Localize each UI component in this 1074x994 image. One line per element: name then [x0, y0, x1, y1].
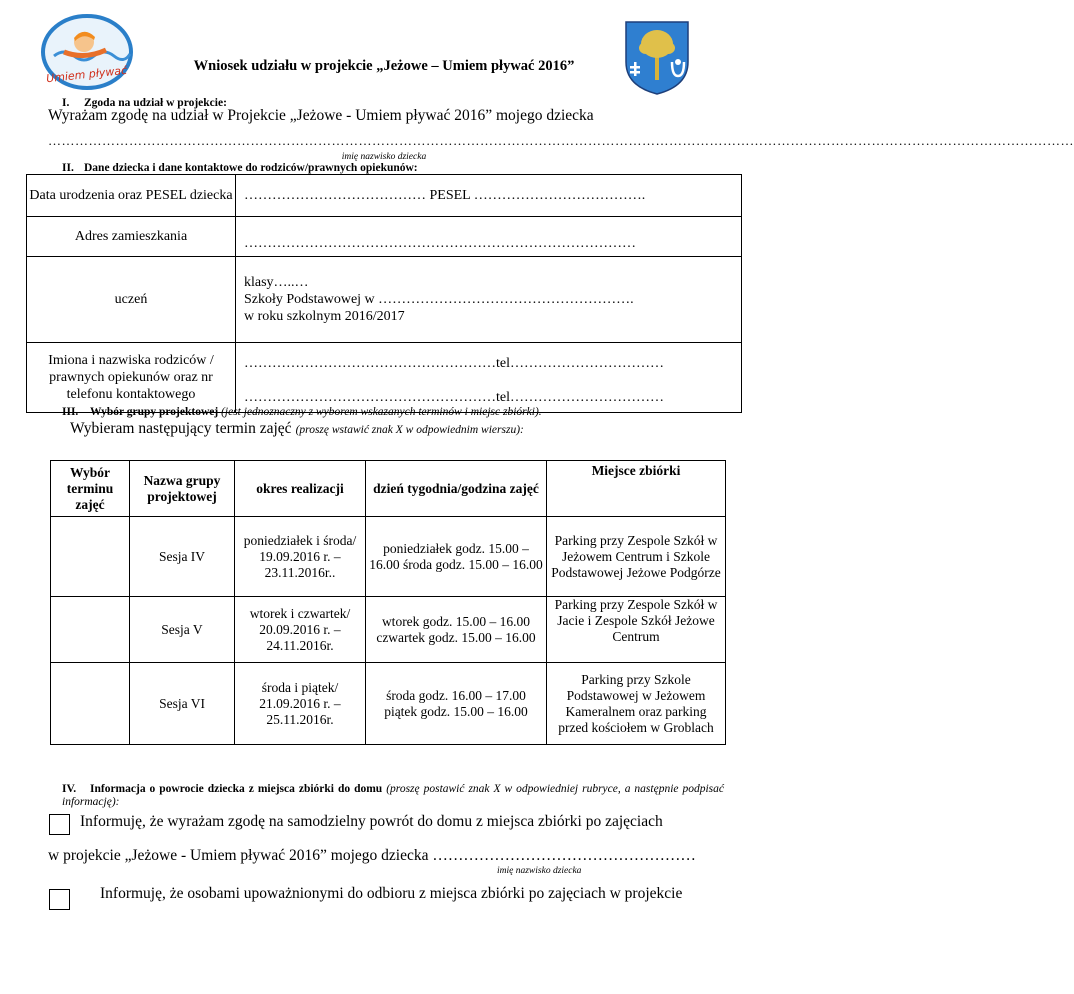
- table-row: [27, 343, 742, 413]
- session-4-place: Parking przy Zespole Szkół w Jeżowem Centrum i Szkole Podstawowej Jeżowe Podgórze: [547, 517, 726, 597]
- section-2-heading: [62, 162, 418, 174]
- choose-term-note: (proszę wstawić znak X w odpowiednim wierszu):: [295, 424, 524, 436]
- child-name-line: …………………………………………………………………………………………………………………………………………………………………………………………………………: [48, 133, 1074, 148]
- section-3-number: III.: [62, 406, 79, 418]
- section-1-title: Zgoda na udział w projekcie:: [84, 97, 227, 109]
- self-return-text: Informuję, że wyrażam zgodę na samodzielny powrót do domu z miejsca zbiórki po zajęciach: [80, 813, 663, 830]
- choose-term: [70, 420, 524, 438]
- birth-pesel-field[interactable]: ………………………………… PESEL ……………………………….: [236, 175, 742, 217]
- table-row: [27, 257, 742, 343]
- swimming-logo: [40, 12, 135, 92]
- table-row: [51, 517, 726, 597]
- parents-field[interactable]: [236, 343, 742, 413]
- parent-phone-line-1: ………………………………………………tel……………………………: [244, 355, 664, 371]
- birth-pesel-label: Data urodzenia oraz PESEL dziecka: [27, 175, 236, 217]
- class-line: klasy…..…: [244, 275, 309, 290]
- session-4-times: poniedziałek godz. 15.00 – 16.00 środa godz. 15.00 – 16.00: [366, 517, 547, 597]
- header-period: okres realizacji: [235, 461, 366, 517]
- student-label: uczeń: [27, 257, 236, 343]
- header-place: Miejsce zbiórki: [547, 461, 726, 517]
- session-6-place: Parking przy Szkole Podstawowej w Jeżowem Kameralnem oraz parking przed kościołem w Groblach: [547, 663, 726, 745]
- address-field[interactable]: …………………………………………………………………………: [236, 217, 742, 257]
- header-group: Nazwa grupy projektowej: [130, 461, 235, 517]
- section-3-title: Wybór grupy projektowej: [90, 406, 219, 418]
- session-5-period: wtorek i czwartek/ 20.09.2016 r. – 24.11.2016r.: [235, 597, 366, 663]
- section-2-title: Dane dziecka i dane kontaktowe do rodziców/prawnych opiekunów:: [84, 162, 418, 174]
- section-2-number: II.: [62, 162, 74, 174]
- choose-term-text: Wybieram następujący termin zajęć: [70, 420, 292, 437]
- session-5-times: wtorek godz. 15.00 – 16.00 czwartek godz. 15.00 – 16.00: [366, 597, 547, 663]
- header-choice: Wybór terminu zajęć: [51, 461, 130, 517]
- table-row: [51, 597, 726, 663]
- section-1-number: I.: [62, 97, 70, 109]
- section-3-note: (jest jednoznaczny z wyborem wskazanych terminów i miejsc zbiórki).: [221, 406, 542, 418]
- session-6-period: środa i piątek/ 21.09.2016 r. – 25.11.2016r.: [235, 663, 366, 745]
- section-4-heading: [62, 783, 724, 809]
- self-return-continued: w projekcie „Jeżowe - Umiem pływać 2016” mojego dziecka ……………………………………………: [48, 847, 696, 864]
- authorized-pickup-text: Informuję, że osobami upoważnionymi do odbioru z miejsca zbiórki po zajęciach w projekcie: [100, 885, 683, 902]
- self-return-caption: imię nazwisko dziecka: [497, 866, 582, 876]
- section-4-title: Informacja o powrocie dziecka z miejsca zbiórki do domu: [90, 783, 383, 795]
- parent-phone-line-2: ………………………………………………tel……………………………: [244, 389, 664, 405]
- authorized-pickup-checkbox[interactable]: [49, 889, 70, 910]
- session-5-choice-cell[interactable]: [51, 597, 130, 663]
- school-field[interactable]: [236, 257, 742, 343]
- table-header-row: [51, 461, 726, 517]
- consent-text: Wyrażam zgodę na udział w Projekcie „Jeżowe - Umiem pływać 2016” mojego dziecka: [48, 107, 594, 124]
- table-row: [27, 175, 742, 217]
- address-label: Adres zamieszkania: [27, 217, 236, 257]
- session-6-choice-cell[interactable]: [51, 663, 130, 745]
- sessions-table: [50, 460, 726, 745]
- page-title: Wniosek udziału w projekcie „Jeżowe – Umiem pływać 2016”: [193, 58, 575, 74]
- table-row: [27, 217, 742, 257]
- school-year-line: w roku szkolnym 2016/2017: [244, 309, 405, 324]
- session-6-times: środa godz. 16.00 – 17.00 piątek godz. 15.00 – 16.00: [366, 663, 547, 745]
- header-times: dzień tygodnia/godzina zajęć: [366, 461, 547, 517]
- section-4-number: IV.: [62, 783, 77, 795]
- section-4-note: (proszę postawić znak X w odpowiedniej rubryce, a następnie podpisać informację):: [62, 783, 724, 808]
- session-6-name: Sesja VI: [130, 663, 235, 745]
- table-row: [51, 663, 726, 745]
- self-return-checkbox[interactable]: [49, 814, 70, 835]
- coat-of-arms: [622, 16, 692, 96]
- section-3-heading: [62, 406, 542, 418]
- logo-text: Umiem pływać: [45, 63, 128, 86]
- child-data-table: [26, 174, 742, 413]
- session-5-name: Sesja V: [130, 597, 235, 663]
- child-name-caption: imię nazwisko dziecka: [341, 152, 427, 162]
- parents-label: Imiona i nazwiska rodziców / prawnych opiekunów oraz nr telefonu kontaktowego: [27, 343, 236, 413]
- session-4-name: Sesja IV: [130, 517, 235, 597]
- session-4-choice-cell[interactable]: [51, 517, 130, 597]
- session-4-period: poniedziałek i środa/ 19.09.2016 r. – 23.11.2016r..: [235, 517, 366, 597]
- school-line: Szkoły Podstawowej w ……………………………………………….: [244, 292, 634, 307]
- session-5-place: Parking przy Zespole Szkół w Jacie i Zespole Szkół Jeżowe Centrum: [547, 597, 726, 663]
